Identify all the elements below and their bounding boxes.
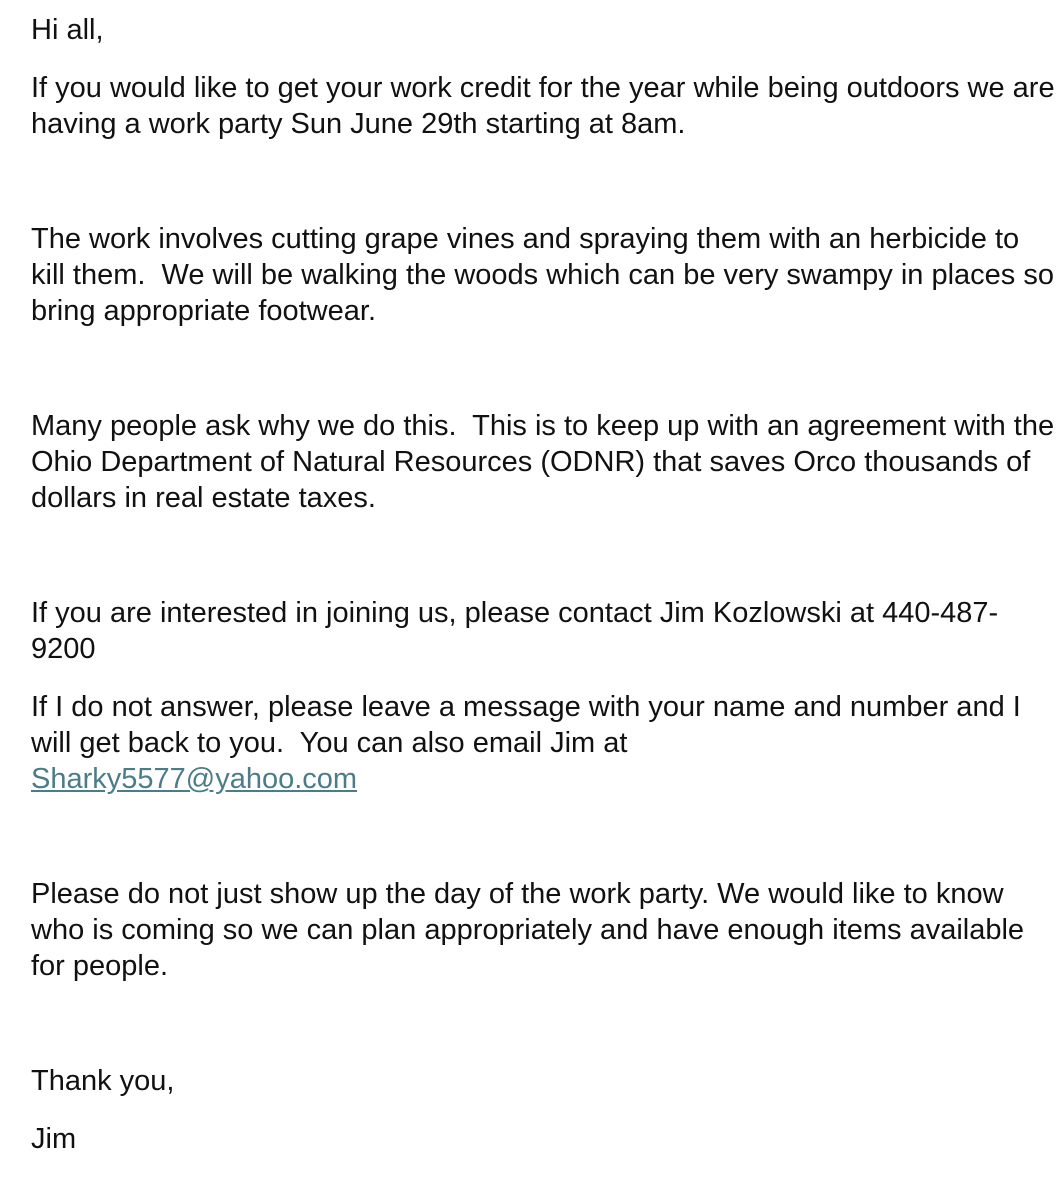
message-text: If I do not answer, please leave a message with your name and number and I will get back to you. You can also email Jim at — [31, 691, 1021, 759]
paragraph-rsvp-request: Please do not just show up the day of the work party. We would like to know who is coming so we can plan appropriately and have enough items available for people. — [31, 878, 1025, 982]
greeting: Hi all, — [31, 14, 104, 46]
paragraph-contact: If you are interested in joining us, please contact Jim Kozlowski at 440-487-9200 — [31, 597, 999, 665]
paragraph-work-description: The work involves cutting grape vines and spraying them with an herbicide to kill them. We will be walking the woods which can be very swampy in places so bring appropriate footwear. — [31, 223, 1054, 327]
paragraph-work-party: If you would like to get your work credit for the year while being outdoors we are having a work party Sun June 29th starting at 8am. — [31, 72, 1055, 140]
paragraph-message — [31, 689, 1056, 797]
signature: Jim — [31, 1123, 77, 1155]
closing: Thank you, — [31, 1065, 175, 1097]
paragraph-reason: Many people ask why we do this. This is to keep up with an agreement with the Ohio Department of Natural Resources (ODNR) that saves Orco thousands of dollars in real estate taxes. — [31, 410, 1055, 514]
email-address-link[interactable]: Sharky5577@yahoo.com — [31, 763, 358, 795]
